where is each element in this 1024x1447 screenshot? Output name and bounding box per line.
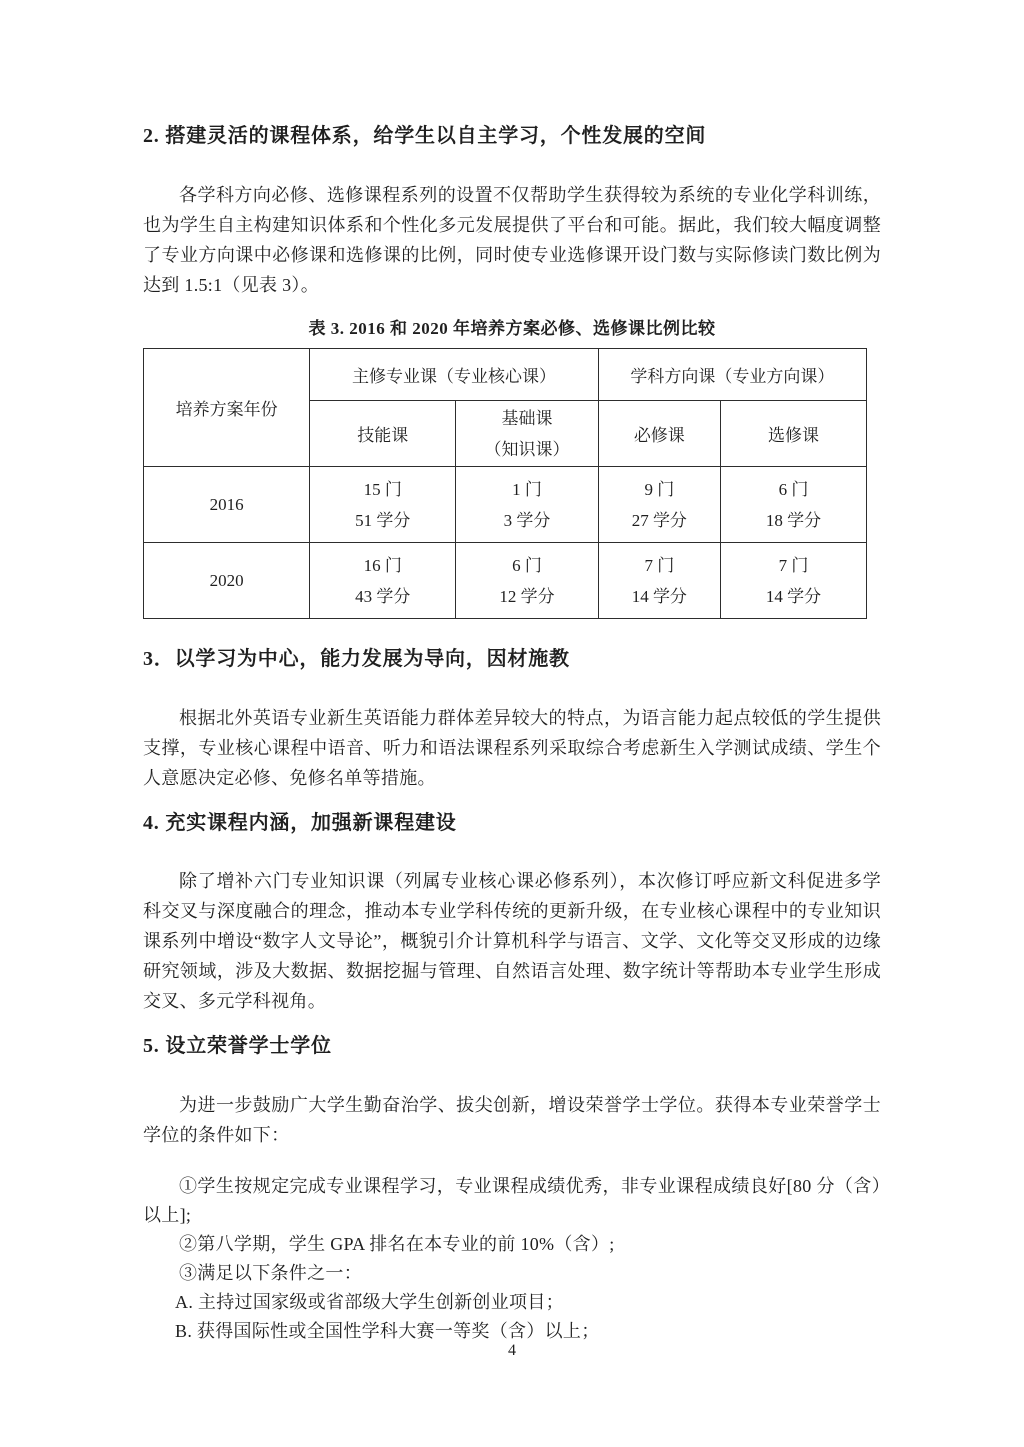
section-3-heading: 3．以学习为中心，能力发展为导向，因材施教 [143,648,570,670]
credits-value: 18 学分 [765,510,822,530]
section-3-paragraph: 根据北外英语专业新生英语能力群体差异较大的特点，为语言能力起点较低的学生提供支撑，专业核心课程中语音、听力和语法课程系列采取综合考虑新生入学测试成绩、学生个人意愿决定必修、免修名单等措施。 [143,708,881,788]
page-number: 4 [508,1342,516,1359]
credits-value: 14 学分 [765,586,822,606]
table-3-caption: 表 3. 2016 和 2020 年培养方案必修、选修课比例比较 [308,319,716,338]
courses-value: 15 门 [363,479,402,499]
section-4-heading: 4. 充实课程内涵，加强新课程建设 [143,812,457,834]
table-row-2020 [144,543,867,619]
courses-value: 1 门 [512,479,542,499]
condition-item-3b: B. 获得国际性或全国性学科大赛一等奖（含）以上； [175,1321,600,1341]
skill-cell-2016 [310,467,456,543]
courses-value: 6 门 [778,479,809,499]
required-cell-2016 [598,467,720,543]
table-row-2016 [144,467,867,543]
credits-value: 14 学分 [631,586,687,606]
courses-value: 7 门 [778,555,809,575]
credits-value: 27 学分 [631,510,687,530]
condition-item-3a: A. 主持过国家级或省部级大学生创新创业项目； [175,1292,564,1312]
section-2-paragraph: 各学科方向必修、选修课程系列的设置不仅帮助学生获得较为系统的专业化学科训练，也为学生自主构建知识体系和个性化多元发展提供了平台和可能。据此，我们较大幅度调整了专业方向课中必修课和选修课的比例，同时使专业选修课开设门数与实际修读门数比例为达到 1.5:1（见表 3）。 [143,185,881,295]
table-header-year: 培养方案年份 [144,349,310,467]
condition-item-3: ③满足以下条件之一： [179,1263,362,1283]
table-header-foundation-line2: （知识课） [484,439,570,459]
year-cell: 2020 [144,543,310,619]
table-header-group-row [144,349,867,401]
table-header-foundation [456,401,598,467]
condition-item-1: ①学生按规定完成专业课程学习，专业课程成绩优秀，非专业课程成绩良好[80 分（含）以上]; [143,1176,881,1225]
courses-value: 6 门 [512,555,542,575]
credits-value: 43 学分 [355,586,411,606]
courses-value: 16 门 [363,555,402,575]
foundation-cell-2020 [456,543,598,619]
honors-conditions-list [143,1172,881,1346]
section-5-heading: 5. 设立荣誉学士学位 [143,1035,332,1057]
section-4-paragraph: 除了增补六门专业知识课（列属专业核心课必修系列），本次修订呼应新文科促进多学科交叉与深度融合的理念，推动本专业学科传统的更新升级，在专业核心课程中的专业知识课系列中增设“数字人文导论”，概貌引介计算机科学与语言、文学、文化等交叉形成的边缘研究领域，涉及大数据、数据挖掘与管理、自然语言处理、数字统计等帮助本专业学生形成交叉、多元学科视角。 [143,871,881,1011]
year-cell: 2016 [144,467,310,543]
section-5-paragraph: 为进一步鼓励广大学生勤奋治学、拔尖创新，增设荣誉学士学位。获得本专业荣誉学士学位的条件如下： [143,1095,881,1145]
elective-cell-2016 [720,467,866,543]
foundation-cell-2016 [456,467,598,543]
table-header-elective: 选修课 [720,401,866,467]
courses-value: 7 门 [644,555,675,575]
table-header-skill: 技能课 [310,401,456,467]
table-header-group-major: 主修专业课（专业核心课） [310,349,598,401]
table-header-required: 必修课 [598,401,720,467]
required-cell-2020 [598,543,720,619]
skill-cell-2020 [310,543,456,619]
table-header-foundation-line1: 基础课 [501,408,553,428]
courses-value: 9 门 [644,479,675,499]
credits-value: 3 学分 [503,510,551,530]
credits-value: 51 学分 [355,510,411,530]
table-3 [143,348,867,619]
condition-item-2: ②第八学期，学生 GPA 排名在本专业的前 10%（含）; [179,1234,615,1254]
table-header-group-direction: 学科方向课（专业方向课） [598,349,866,401]
section-2-heading: 2. 搭建灵活的课程体系，给学生以自主学习，个性发展的空间 [143,125,707,147]
elective-cell-2020 [720,543,866,619]
credits-value: 12 学分 [499,586,555,606]
